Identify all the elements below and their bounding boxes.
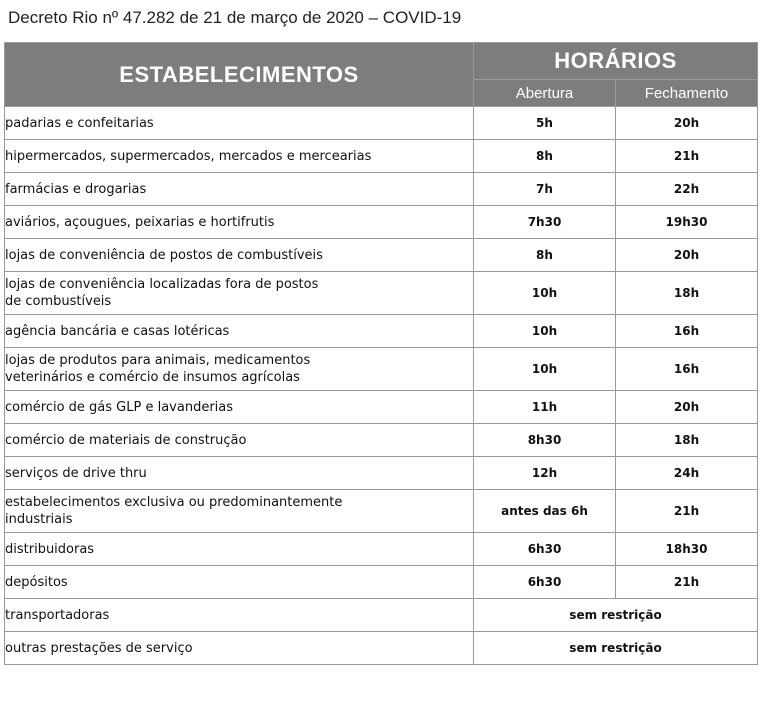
establishment-name: estabelecimentos exclusiva ou predominantemente industriais: [5, 490, 474, 533]
establishment-name: transportadoras: [5, 599, 474, 632]
establishment-name: agência bancária e casas lotéricas: [5, 315, 474, 348]
no-restriction-value: sem restrição: [474, 632, 758, 665]
table-row: [5, 533, 758, 566]
table-row: [5, 424, 758, 457]
opening-time: 10h: [474, 315, 616, 348]
opening-time: 5h: [474, 107, 616, 140]
establishment-name: comércio de gás GLP e lavanderias: [5, 391, 474, 424]
table-row: [5, 490, 758, 533]
opening-time: 6h30: [474, 533, 616, 566]
closing-time: 21h: [616, 490, 758, 533]
opening-time: 7h30: [474, 206, 616, 239]
table-row: [5, 239, 758, 272]
hours-table: [4, 42, 758, 665]
establishment-name: lojas de conveniência de postos de combustíveis: [5, 239, 474, 272]
establishment-name: distribuidoras: [5, 533, 474, 566]
closing-time: 22h: [616, 173, 758, 206]
closing-time: 18h: [616, 272, 758, 315]
table-row: [5, 107, 758, 140]
closing-time: 20h: [616, 391, 758, 424]
establishment-name: serviços de drive thru: [5, 457, 474, 490]
hours-header: HORÁRIOS: [474, 43, 758, 80]
table-row: [5, 391, 758, 424]
opening-time: 7h: [474, 173, 616, 206]
establishment-name: aviários, açougues, peixarias e hortifrutis: [5, 206, 474, 239]
document-title: Decreto Rio nº 47.282 de 21 de março de 2020 – COVID-19: [8, 8, 462, 27]
table-header: [5, 43, 758, 107]
table-row: [5, 632, 758, 665]
establishment-name: padarias e confeitarias: [5, 107, 474, 140]
closing-time: 20h: [616, 107, 758, 140]
no-restriction-value: sem restrição: [474, 599, 758, 632]
establishment-name: lojas de produtos para animais, medicamentos veterinários e comércio de insumos agrícolas: [5, 348, 474, 391]
establishment-name: depósitos: [5, 566, 474, 599]
opening-time: 10h: [474, 272, 616, 315]
establishment-name: outras prestações de serviço: [5, 632, 474, 665]
opening-time: 8h: [474, 140, 616, 173]
table-body: [5, 107, 758, 665]
opening-time: 8h30: [474, 424, 616, 457]
closing-time: 16h: [616, 315, 758, 348]
establishments-header: ESTABELECIMENTOS: [5, 43, 474, 107]
table-row: [5, 348, 758, 391]
closing-time: 16h: [616, 348, 758, 391]
opening-header: Abertura: [474, 80, 616, 107]
closing-header: Fechamento: [616, 80, 758, 107]
opening-time: 6h30: [474, 566, 616, 599]
table-row: [5, 140, 758, 173]
closing-time: 20h: [616, 239, 758, 272]
closing-time: 21h: [616, 566, 758, 599]
closing-time: 18h30: [616, 533, 758, 566]
opening-time: 12h: [474, 457, 616, 490]
opening-time: 8h: [474, 239, 616, 272]
establishment-name: lojas de conveniência localizadas fora de postos de combustíveis: [5, 272, 474, 315]
opening-time: 10h: [474, 348, 616, 391]
closing-time: 19h30: [616, 206, 758, 239]
establishment-name: hipermercados, supermercados, mercados e mercearias: [5, 140, 474, 173]
table-row: [5, 566, 758, 599]
establishment-name: farmácias e drogarias: [5, 173, 474, 206]
table-row: [5, 457, 758, 490]
table-row: [5, 272, 758, 315]
closing-time: 21h: [616, 140, 758, 173]
closing-time: 18h: [616, 424, 758, 457]
closing-time: 24h: [616, 457, 758, 490]
opening-time: antes das 6h: [474, 490, 616, 533]
table-row: [5, 599, 758, 632]
table-row: [5, 206, 758, 239]
table-row: [5, 173, 758, 206]
opening-time: 11h: [474, 391, 616, 424]
table-row: [5, 315, 758, 348]
establishment-name: comércio de materiais de construção: [5, 424, 474, 457]
